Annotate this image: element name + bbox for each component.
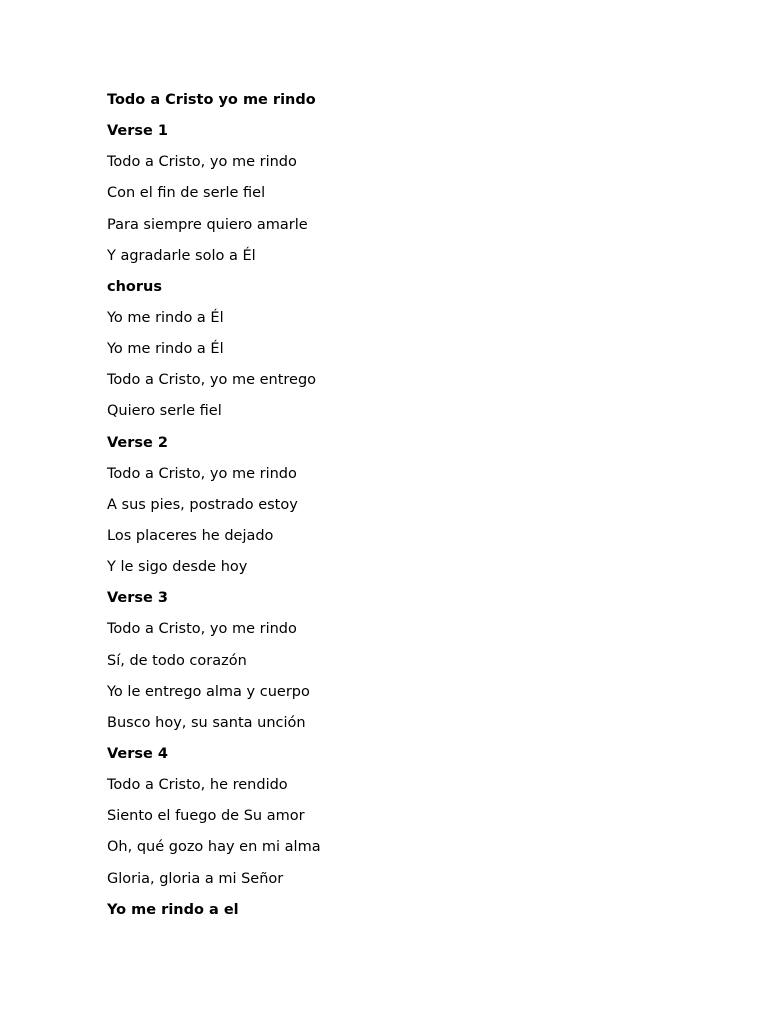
lyric-line: Siento el fuego de Su amor xyxy=(107,808,305,825)
lyric-line: Para siempre quiero amarle xyxy=(107,216,308,233)
lyric-line: Busco hoy, su santa unción xyxy=(107,714,306,731)
lyric-line: Con el fin de serle fiel xyxy=(107,185,266,202)
section-heading: Yo me rindo a el xyxy=(107,901,239,918)
lyric-line: Todo a Cristo, yo me rindo xyxy=(107,465,297,482)
section-heading: Verse 2 xyxy=(107,434,169,451)
lyric-line: Sí, de todo corazón xyxy=(107,652,247,669)
lyric-line: Y agradarle solo a Él xyxy=(107,247,256,264)
lyric-line: Todo a Cristo, he rendido xyxy=(107,777,288,794)
lyric-line: Y le sigo desde hoy xyxy=(107,559,248,576)
section-heading: Todo a Cristo yo me rindo xyxy=(107,92,316,108)
lyric-line: Yo le entrego alma y cuerpo xyxy=(107,683,310,700)
lyric-line: Gloria, gloria a mi Señor xyxy=(107,870,284,887)
lyric-line: Los placeres he dejado xyxy=(107,527,274,544)
lyric-line: Quiero serle fiel xyxy=(107,403,222,420)
section-heading: Verse 4 xyxy=(107,745,169,762)
lyric-line: Todo a Cristo, yo me rindo xyxy=(107,621,297,638)
document-body xyxy=(107,90,707,931)
section-heading: Verse 3 xyxy=(107,590,169,607)
section-heading: chorus xyxy=(107,278,162,295)
lyric-line: Todo a Cristo, yo me rindo xyxy=(107,154,297,171)
lyric-line: Yo me rindo a Él xyxy=(107,309,224,326)
lyric-line: Oh, qué gozo hay en mi alma xyxy=(107,839,321,856)
lyric-line: A sus pies, postrado estoy xyxy=(107,496,298,513)
section-heading: Verse 1 xyxy=(107,123,169,140)
lyric-line: Todo a Cristo, yo me entrego xyxy=(107,372,317,389)
lyric-line: Yo me rindo a Él xyxy=(107,341,224,358)
